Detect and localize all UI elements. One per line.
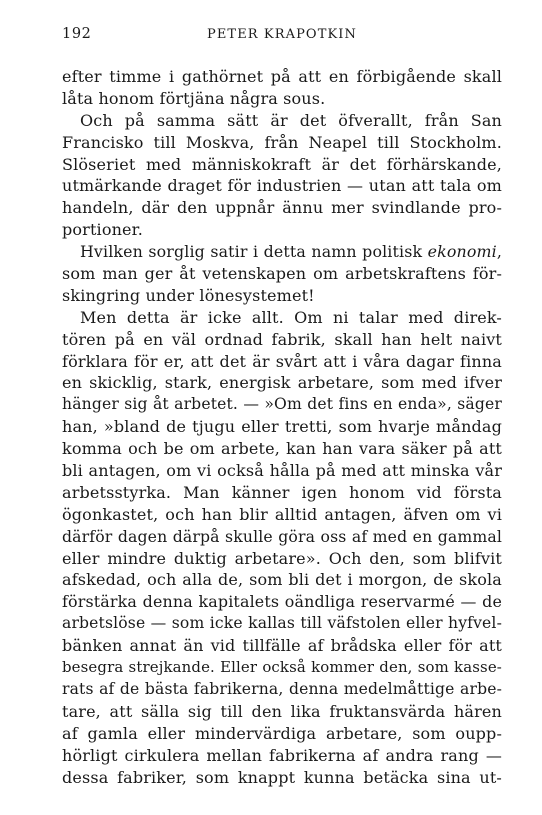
body-text	[62, 66, 502, 788]
book-page	[62, 26, 502, 788]
text-line: portioner.	[62, 220, 143, 240]
text-line: låta honom förtjäna några sous.	[62, 88, 326, 108]
text-line: Men detta är icke allt. Om ni talar med direk-	[80, 307, 502, 327]
text-line: förstärka denna kapitalets oändliga reservarmé — de	[62, 592, 502, 612]
text-line: Slöseriet med människokraft är det förhärskande,	[62, 154, 502, 174]
text-line: efter timme i gathörnet på att en förbigående skall	[62, 67, 502, 86]
text-line: utmärkande draget för industrien — utan att tala om	[62, 176, 502, 196]
text-line: förklara för er, att det är svårt att i våra dagar finna	[62, 351, 502, 371]
text-line: arbetsstyrka. Man känner igen honom vid första	[62, 482, 502, 502]
text-line: bli antagen, om vi också hålla på med att minska vår	[62, 461, 502, 481]
text-line: besegra strejkande. Eller också kommer den, som kasse-	[62, 658, 502, 677]
text-line: han, »bland de tjugu eller tretti, som hvarje måndag	[62, 417, 502, 437]
text-line: dessa fabriker, som knappt kunna betäcka sina ut-	[62, 767, 502, 787]
text-line: Hvilken sorglig satir i detta namn politisk ekonomi,	[80, 242, 502, 262]
text-line: afskedad, och alla de, som bli det i morgon, de skola	[62, 570, 502, 590]
text-line: som man ger åt vetenskapen om arbetskraftens för-	[62, 264, 502, 284]
text-line: handeln, där den uppnår ännu mer svindlande pro-	[62, 198, 502, 218]
page-number: 192	[62, 26, 92, 42]
text-line: tare, att sälla sig till den lika fruktansvärda hären	[62, 701, 502, 721]
text-line: därför dagen därpå skulle göra oss af med en gammal	[62, 526, 502, 546]
page-header	[62, 26, 502, 50]
text-line: hörligt cirkulera mellan fabrikerna af andra rang —	[62, 745, 502, 765]
text-line: komma och be om arbete, kan han vara säker på att	[62, 439, 502, 459]
text-line: rats af de bästa fabrikerna, denna medelmåttige arbe-	[62, 679, 502, 698]
text-line: arbetslöse — som icke kallas till väfstolen eller hyfvel-	[62, 614, 502, 633]
text-line: eller mindre duktig arbetare». Och den, som blifvit	[62, 548, 502, 568]
text-line: Och på samma sätt är det öfverallt, från San	[80, 110, 502, 130]
text-line: tören på en väl ordnad fabrik, skall han helt naivt	[62, 329, 502, 349]
text-line: skingring under lönesystemet!	[62, 285, 315, 305]
text-line: Francisko till Moskva, från Neapel till Stockholm.	[62, 132, 502, 152]
text-line: en skicklig, stark, energisk arbetare, som med ifver	[62, 373, 502, 393]
running-head: PETER KRAPOTKIN	[206, 27, 357, 42]
text-line: hänger sig åt arbetet. — »Om det fins en enda», säger	[62, 395, 502, 414]
text-line: ögonkastet, och han blir alltid antagen, äfven om vi	[62, 504, 502, 524]
text-line: bänken annat än vid tillfälle af brådska eller för att	[62, 636, 502, 656]
text-line: af gamla eller mindervärdiga arbetare, som oupp-	[62, 723, 502, 743]
